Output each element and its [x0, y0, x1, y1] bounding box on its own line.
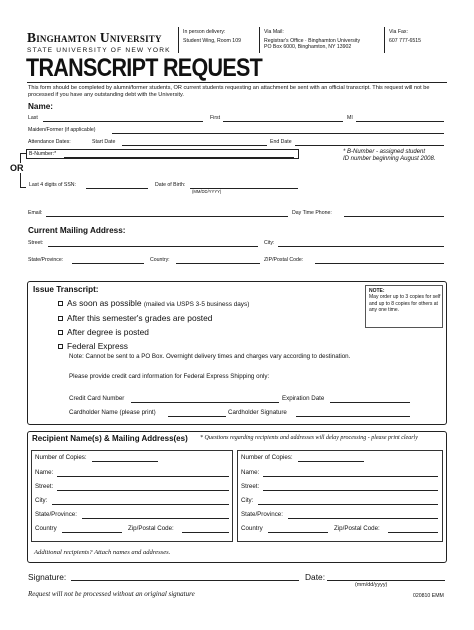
r2-state-field[interactable] — [288, 518, 438, 519]
r2-city-label: City: — [241, 497, 254, 504]
option-fedex-label: Federal Express — [67, 341, 128, 351]
inperson-label: In person delivery: — [183, 29, 226, 35]
ssn-label: Last 4 digits of SSN: — [29, 182, 76, 188]
r1-street-field[interactable] — [57, 490, 229, 491]
email-label: Email: — [28, 210, 43, 216]
r1-name-field[interactable] — [57, 476, 229, 477]
fax-label: Via Fax: — [389, 29, 408, 35]
option-semester[interactable] — [58, 313, 212, 323]
state-field[interactable] — [72, 263, 144, 264]
mail-line1: Registrar's Office · Binghamton University — [264, 37, 361, 44]
r1-street-label: Street: — [35, 483, 54, 490]
name-heading: Name: — [28, 102, 54, 111]
inperson-block — [183, 29, 241, 44]
note-heading: NOTE: — [369, 288, 385, 294]
option-degree-label: After degree is posted — [67, 327, 149, 337]
first-label: First — [210, 115, 221, 121]
university-logo — [27, 30, 177, 54]
checkbox-asap[interactable] — [58, 301, 63, 306]
r2-name-field[interactable] — [263, 476, 438, 477]
maiden-name-field[interactable] — [112, 133, 444, 134]
r1-city-label: City: — [35, 497, 48, 504]
header-divider — [178, 27, 179, 53]
end-date-field[interactable] — [295, 145, 444, 146]
signature-warning: Request will not be processed without an original signature — [28, 590, 195, 598]
cardholder-sig-label: Cardholder Signature — [228, 409, 287, 416]
intro-text: This form should be completed by alumni/former students, OR current students requesting an attachment be sent with an official transcript. This request will not be processed if you have any outstanding debt with the University. — [28, 85, 430, 98]
date-format: (mm/dd/yyyy) — [355, 582, 388, 588]
fax-block — [389, 29, 421, 44]
r2-name-label: Name: — [241, 469, 260, 476]
street-field[interactable] — [48, 246, 258, 247]
r1-zip-label: Zip/Postal Code: — [128, 525, 174, 532]
phone-field[interactable] — [344, 216, 444, 217]
cardholder-name-label: Cardholder Name (please print) — [69, 409, 156, 416]
r2-country-label: Country — [241, 525, 263, 532]
zip-label: ZIP/Postal Code: — [264, 257, 304, 263]
first-name-field[interactable] — [223, 121, 343, 122]
note-body: May order up to 3 copies for self and up to 8 copies for others at any one time. — [369, 294, 441, 313]
additional-recipients-note: Additional recipients? Attach names and addresses. — [34, 549, 171, 556]
title-rule — [27, 82, 447, 83]
fax-value: 607 777-6515 — [389, 37, 422, 44]
fedex-cc-note: Please provide credit card information for Federal Express Shipping only: — [69, 373, 270, 380]
r1-copies-label: Number of Copies: — [35, 454, 87, 461]
address-heading: Current Mailing Address: — [28, 226, 126, 235]
country-field[interactable] — [176, 263, 260, 264]
mail-block — [264, 29, 360, 51]
cc-number-label: Credit Card Number — [69, 395, 125, 402]
recipient-heading: Recipient Name(s) & Mailing Address(es) — [32, 434, 188, 443]
option-asap-label: As soon as possible — [67, 298, 142, 308]
start-date-label: Start Date — [92, 139, 116, 145]
mi-label: MI — [347, 115, 353, 121]
last-name-field[interactable] — [43, 121, 203, 122]
bnumber-note — [343, 149, 436, 163]
r2-street-field[interactable] — [263, 490, 438, 491]
issue-heading: Issue Transcript: — [33, 285, 99, 294]
option-degree[interactable] — [58, 327, 149, 337]
city-field[interactable] — [278, 246, 444, 247]
r2-state-label: State/Province: — [241, 511, 283, 518]
country-label: Country: — [150, 257, 170, 263]
r2-street-label: Street: — [241, 483, 260, 490]
inperson-value: Student Wing, Room 109 — [183, 37, 241, 44]
ssn-field[interactable] — [86, 188, 148, 189]
r1-copies-field[interactable] — [92, 461, 158, 462]
signature-label: Signature: — [28, 572, 67, 582]
attendance-label: Attendance Dates: — [28, 139, 71, 145]
dob-label: Date of Birth: — [155, 182, 186, 188]
date-label: Date: — [305, 572, 326, 582]
recipient-heading-note: * Questions regarding recipients and addresses will delay processing - please print clearly — [200, 435, 418, 441]
checkbox-semester[interactable] — [58, 316, 63, 321]
option-fedex[interactable] — [58, 341, 128, 351]
r2-city-field[interactable] — [258, 504, 438, 505]
r2-copies-field[interactable] — [298, 461, 364, 462]
end-date-label: End Date — [270, 139, 292, 145]
fedex-note: Note: Cannot be sent to a PO Box. Overnight delivery times and charges vary according to destination. — [69, 353, 351, 360]
note-block — [369, 288, 441, 313]
date-field[interactable] — [327, 580, 445, 581]
city-label: City: — [264, 240, 275, 246]
r1-state-label: State/Province: — [35, 511, 77, 518]
checkbox-degree[interactable] — [58, 330, 63, 335]
r2-copies-label: Number of Copies: — [241, 454, 293, 461]
bnumber-note-line1: * B-Number - assigned student — [343, 149, 426, 155]
or-label: OR — [10, 163, 24, 173]
dob-format: (MM/DD/YYYY) — [192, 189, 222, 194]
start-date-field[interactable] — [122, 145, 267, 146]
r2-country-field[interactable] — [268, 532, 328, 533]
mail-label: Via Mail: — [264, 29, 284, 35]
university-name: Binghamton University — [27, 30, 162, 45]
r1-city-field[interactable] — [52, 504, 229, 505]
r1-country-field[interactable] — [62, 532, 122, 533]
option-asap-note: (mailed via USPS 3-5 business days) — [143, 301, 250, 308]
maiden-label: Maiden/Former (if applicable) — [28, 127, 96, 133]
zip-field[interactable] — [315, 263, 444, 264]
street-label: Street: — [28, 240, 44, 246]
form-code: 020810 EMM — [413, 593, 444, 599]
cardholder-sig-field[interactable] — [296, 416, 410, 417]
mi-field[interactable] — [356, 121, 444, 122]
cc-number-field[interactable] — [131, 402, 279, 403]
r1-state-field[interactable] — [82, 518, 229, 519]
option-asap[interactable] — [58, 298, 249, 308]
page-title: TRANSCRIPT REQUEST — [26, 54, 263, 82]
r2-zip-label: Zip/Postal Code: — [334, 525, 380, 532]
cardholder-name-field[interactable] — [168, 416, 226, 417]
phone-label: Day Time Phone: — [292, 210, 332, 216]
email-field[interactable] — [46, 216, 288, 217]
mail-line2: PO Box 6000, Binghamton, NY 13902 — [264, 44, 352, 50]
r1-name-label: Name: — [35, 469, 54, 476]
university-subtitle: STATE UNIVERSITY OF NEW YORK — [27, 47, 171, 54]
header-divider — [384, 27, 385, 53]
exp-date-label: Expiration Date — [282, 395, 325, 402]
last-label: Last — [28, 115, 38, 121]
checkbox-fedex[interactable] — [58, 344, 63, 349]
bnumber-field[interactable] — [64, 157, 294, 158]
bnumber-note-line2: ID number beginning August 2008. — [343, 156, 436, 163]
bnumber-label: B-Number:* — [29, 151, 57, 157]
state-label: State/Province: — [28, 257, 64, 263]
r1-country-label: Country — [35, 525, 57, 532]
r2-zip-field[interactable] — [388, 532, 438, 533]
r1-zip-field[interactable] — [182, 532, 229, 533]
exp-date-field[interactable] — [330, 402, 410, 403]
option-semester-label: After this semester's grades are posted — [67, 313, 213, 323]
header-divider — [259, 27, 260, 53]
signature-field[interactable] — [71, 580, 299, 581]
